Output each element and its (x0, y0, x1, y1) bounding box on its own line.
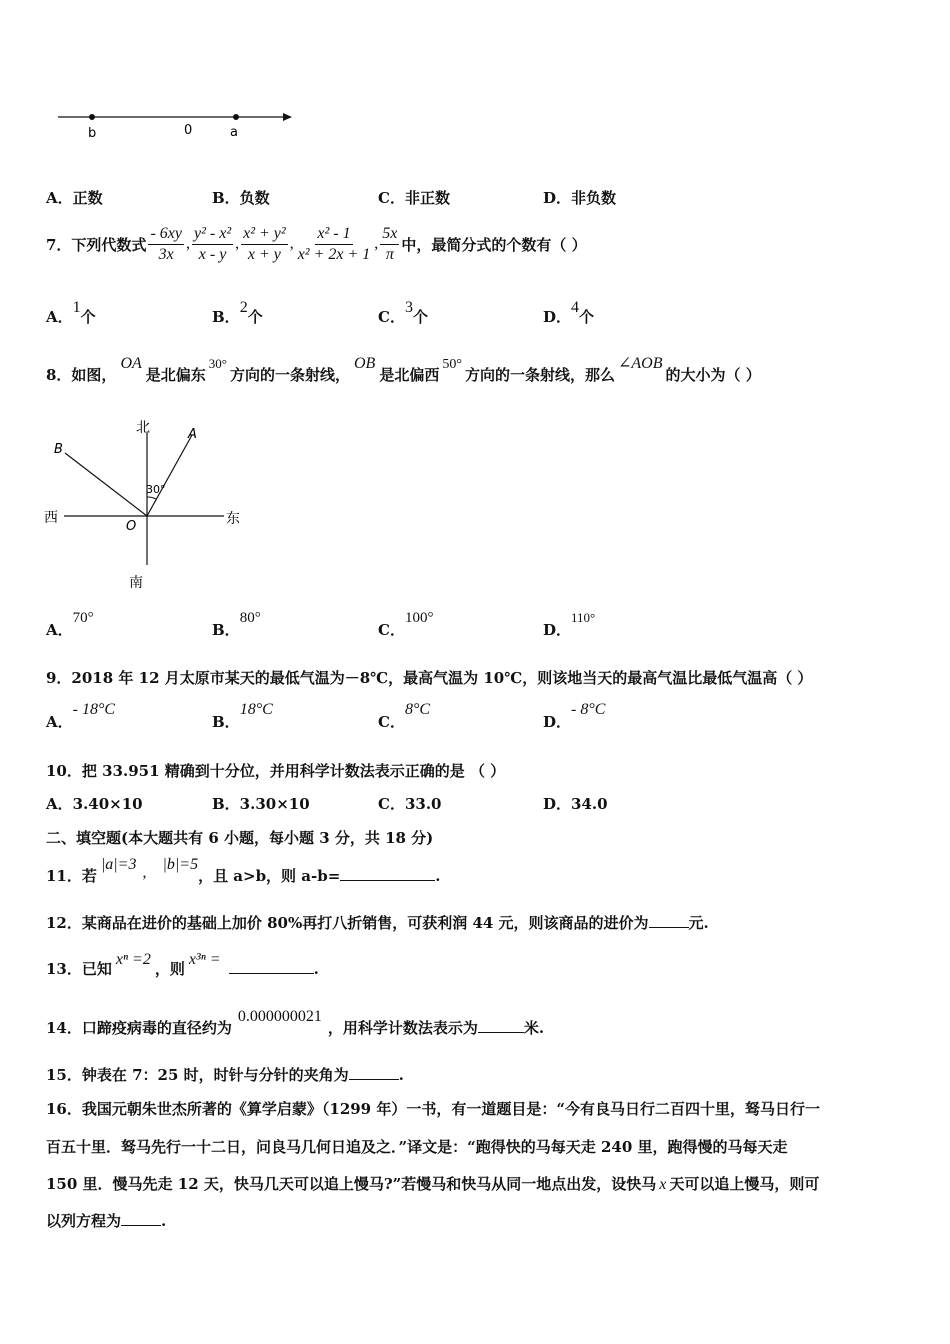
label-b: b (88, 126, 97, 141)
q7-option-d[interactable]: D．4个 (543, 299, 595, 326)
label-east: 东 (226, 511, 240, 527)
point-a (233, 114, 239, 120)
section-2-heading: 二、填空题(本大题共有 6 小题，每小题 3 分，共 18 分) (46, 829, 434, 847)
question-11: 11．若|a|=3 , |b|=5，且 a>b，则 a-b= . (46, 856, 441, 885)
label-o: O (126, 519, 137, 534)
label-angle-30: 30° (146, 483, 166, 496)
q7-option-b[interactable]: B．2个 (212, 299, 263, 326)
label-north: 北 (136, 420, 150, 436)
question-16-line-1: 16．我国元朝朱世杰所著的《算学启蒙》（1299 年）一书，有一道题目是：“今有良马日行二百四十里，驽马日行一 (46, 1100, 820, 1118)
q6-option-a[interactable]: A．正数 (46, 189, 103, 207)
question-7: 7．下列代数式 $\frac{- 6xy}{3x}$ , $\frac{\text{y² - x²}}{x - y}$ , $\frac{\text{x² + y²}}{x + y}$ , $\frac{\text{x² - 1}}{\text{x² + 2x + 1}}$ , $\frac{5x}{\pi}$ 中，最简分式的个数有（ ） (46, 224, 587, 263)
q8-option-a[interactable]: A．70° (46, 610, 94, 639)
question-15: 15．钟表在 7：25 时，时针与分针的夹角为 . (46, 1066, 404, 1084)
label-south: 南 (129, 575, 143, 591)
q9-option-b[interactable]: B．18°C (212, 701, 273, 731)
label-a: a (230, 125, 238, 140)
angle-arc (147, 497, 156, 499)
q10-option-b[interactable]: B．3.30×10 (212, 795, 310, 813)
question-12: 12．某商品在进价的基础上加价 80%再打八折销售，可获利润 44 元，则该商品的进价为 元. (46, 914, 709, 932)
q7-option-c[interactable]: C．3个 (378, 299, 428, 326)
compass-figure (40, 415, 250, 595)
question-8: 8．如图，OA是北偏东30°方向的一条射线，OB是北偏西50°方向的一条射线，那么∠AOB的大小为（ ） (46, 355, 761, 384)
question-14: 14．口蹄疫病毒的直径约为0.000000021，用科学计数法表示为 米. (46, 1008, 545, 1037)
q10-option-a[interactable]: A．3.40×10 (46, 795, 143, 813)
number-line-arrow (283, 113, 292, 121)
question-10: 10．把 33.951 精确到十分位，并用科学计数法表示正确的是 （ ） (46, 762, 506, 780)
question-16-line-4: 以列方程为 . (46, 1212, 167, 1230)
q10-option-d[interactable]: D．34.0 (543, 795, 608, 813)
q7-fraction-5: $\frac{5x}{\pi}$ (382, 224, 398, 263)
question-13: 13．已知xⁿ =2，则x³ⁿ =. (46, 951, 319, 978)
label-a: A (188, 427, 197, 442)
q8-option-c[interactable]: C．100° (378, 610, 434, 639)
q7-fraction-3: $\frac{\text{x² + y²}}{x + y}$ (243, 224, 286, 263)
q7-fraction-4: $\frac{\text{x² - 1}}{\text{x² + 2x + 1}}$ (297, 224, 371, 263)
q10-option-c[interactable]: C．33.0 (378, 795, 442, 813)
q6-option-c[interactable]: C．非正数 (378, 189, 450, 207)
q8-option-b[interactable]: B．80° (212, 610, 261, 639)
question-16-line-3: 150 里．慢马先走 12 天，快马几天可以追上慢马?”若慢马和快马从同一地点出发，设快马 x 天可以追上慢马，则可 (46, 1175, 820, 1193)
q6-option-d[interactable]: D．非负数 (543, 189, 617, 207)
label-west: 西 (44, 510, 58, 526)
q7-prefix: 7．下列代数式 (46, 235, 147, 254)
q7-suffix: 中，最简分式的个数有（ ） (401, 235, 587, 254)
ray-ob (65, 453, 147, 516)
question-9: 9．2018 年 12 月太原市某天的最低气温为－8℃，最高气温为 10℃，则该地当天的最高气温比最低气温高（ ） (46, 669, 813, 687)
q8-option-d[interactable]: D．110° (543, 610, 596, 639)
q9-option-d[interactable]: D．- 8°C (543, 701, 606, 731)
label-b: B (54, 442, 63, 457)
q7-fraction-1: $\frac{- 6xy}{3x}$ (150, 224, 182, 263)
q9-option-a[interactable]: A．- 18°C (46, 701, 116, 731)
q9-option-c[interactable]: C．8°C (378, 701, 431, 731)
q6-option-b[interactable]: B．负数 (212, 189, 270, 207)
label-zero: 0 (184, 123, 193, 138)
q7-option-a[interactable]: A．1个 (46, 299, 96, 326)
point-b (89, 114, 95, 120)
ray-oa (147, 435, 192, 516)
question-16-line-2: 百五十里．驽马先行一十二日，问良马几何日追及之．”译文是：“跑得快的马每天走 240 里，跑得慢的马每天走 (46, 1138, 788, 1156)
number-line-figure (50, 105, 300, 145)
q7-fraction-2: $\frac{\text{y² - x²}}{x - y}$ (193, 224, 232, 263)
